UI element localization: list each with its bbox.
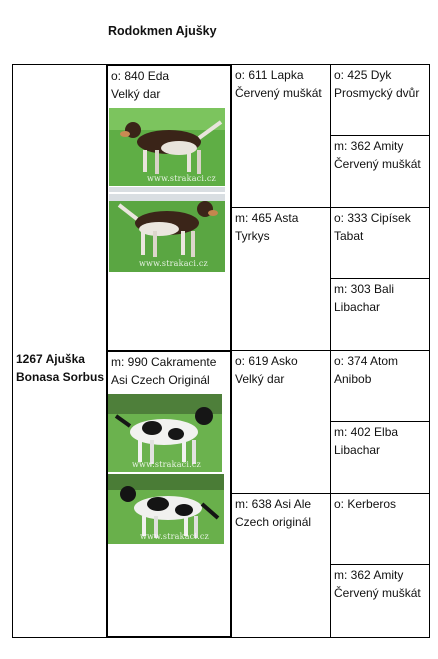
- grandparent-line2: Czech originál: [235, 515, 312, 529]
- grandparent-line1: o: 611 Lapka: [235, 68, 304, 82]
- grandparent-line2: Velký dar: [235, 372, 285, 386]
- great-grandparent-line1: m: 362 Amity: [334, 568, 404, 582]
- mother-line1: m: 990 Cakramente: [111, 355, 217, 369]
- grandparent-line1: m: 465 Asta: [235, 211, 299, 225]
- father-line1: o: 840 Eda: [111, 69, 170, 83]
- photo-watermark: www.strakaci.cz: [132, 460, 201, 469]
- subject-name-line1: 1267 Ajuška: [16, 352, 85, 366]
- dog-photo: [108, 474, 224, 544]
- great-grandparent-line1: o: 374 Atom: [334, 354, 399, 368]
- great-grandparent-cell: [330, 64, 430, 136]
- great-grandparent-cell: [330, 207, 430, 279]
- mother-line2: Asi Czech Originál: [111, 373, 210, 387]
- great-grandparent-cell: [330, 278, 430, 351]
- grandparent-line2: Červený muškát: [235, 86, 322, 100]
- photo-watermark: www.strakaci.cz: [147, 174, 216, 183]
- great-grandparent-cell: [330, 493, 430, 565]
- great-grandparent-cell: [330, 135, 430, 208]
- great-grandparent-line2: Libachar: [334, 300, 381, 314]
- page-title: Rodokmen Ajušky: [108, 24, 217, 38]
- great-grandparent-line2: Tabat: [334, 229, 364, 243]
- great-grandparent-line1: m: 303 Bali: [334, 282, 395, 296]
- dog-photo: [109, 108, 225, 186]
- great-grandparent-line1: m: 402 Elba: [334, 425, 399, 439]
- grandparent-cell: [231, 207, 331, 351]
- subject-cell: [12, 64, 107, 638]
- grandparent-cell: [231, 64, 331, 208]
- grandparent-line1: m: 638 Asi Ale: [235, 497, 312, 511]
- dog-photo: [109, 187, 225, 272]
- great-grandparent-line1: o: 425 Dyk: [334, 68, 392, 82]
- great-grandparent-cell: [330, 350, 430, 422]
- photo-watermark: www.strakaci.cz: [140, 532, 209, 541]
- dog-photo: [108, 394, 222, 472]
- great-grandparent-cell: [330, 421, 430, 494]
- grandparent-line2: Tyrkys: [235, 229, 270, 243]
- great-grandparent-line2: Anibob: [334, 372, 372, 386]
- great-grandparent-line1: o: Kerberos: [334, 497, 397, 511]
- subject-name-line2: Bonasa Sorbus: [16, 370, 105, 384]
- great-grandparent-line2: Červený muškát: [334, 157, 421, 171]
- grandparent-line1: o: 619 Asko: [235, 354, 298, 368]
- great-grandparent-cell: [330, 564, 430, 638]
- photo-watermark: www.strakaci.cz: [139, 259, 208, 268]
- great-grandparent-line2: Prosmycký dvůr: [334, 86, 420, 100]
- great-grandparent-line2: Červený muškát: [334, 586, 421, 600]
- grandparent-cell: [231, 493, 331, 638]
- great-grandparent-line1: o: 333 Cipísek: [334, 211, 411, 225]
- grandparent-cell: [231, 350, 331, 494]
- great-grandparent-line2: Libachar: [334, 443, 381, 457]
- father-line2: Velký dar: [111, 87, 161, 101]
- great-grandparent-line1: m: 362 Amity: [334, 139, 404, 153]
